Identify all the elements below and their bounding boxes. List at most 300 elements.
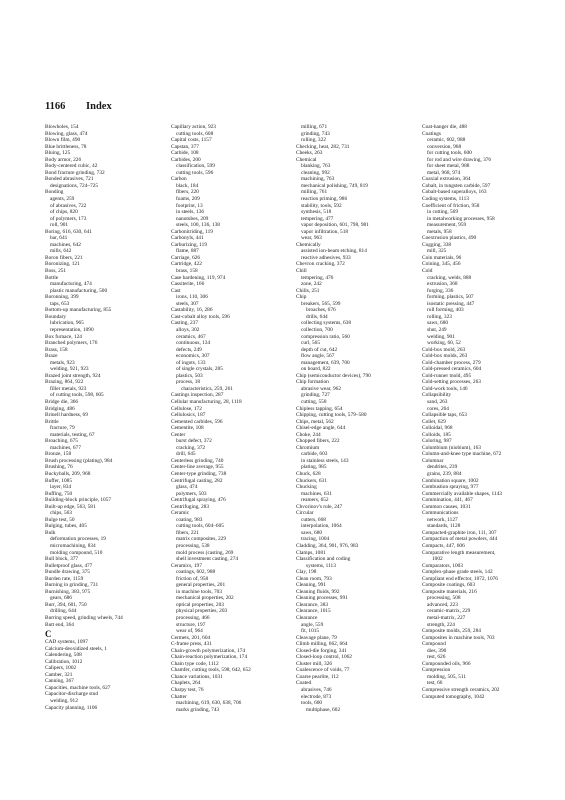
index-subentry: classification, 599 <box>176 163 215 170</box>
index-subentry: mechanical polishing, 749, 819 <box>301 182 368 189</box>
index-subentry: deformation processes, 19 <box>50 536 106 543</box>
index-subentry: vapor deposition, 601, 798, 981 <box>301 222 369 229</box>
index-entry: Bundle drawing, 375 <box>45 569 90 576</box>
index-entry: Complex-phase grade steels, 142 <box>422 569 493 576</box>
index-entry: Cold-work tools, 146 <box>422 385 468 392</box>
index-entry: Bronze, 158 <box>45 451 72 458</box>
index-entry: Communications <box>422 510 459 517</box>
index-subentry: tempering, 477 <box>301 215 334 222</box>
index-subentry: working, 60, 52 <box>427 340 461 347</box>
index-subentry: molding compound, 510 <box>50 549 103 556</box>
index-entry: Chucking <box>296 484 317 491</box>
index-entry: Compressive strength ceramics, 202 <box>422 687 500 694</box>
index-entry: Ceramics, 197 <box>171 562 202 569</box>
index-subentry: angle, 559 <box>301 621 324 628</box>
index-subentry: cutting tools, 604–605 <box>176 523 224 530</box>
index-subentry: polymers, 503 <box>176 490 207 497</box>
index-entry: Collapsible taps, 653 <box>422 412 467 419</box>
index-entry: Bond fracture grinding, 732 <box>45 169 105 176</box>
index-subentry: processing, 466 <box>176 615 210 622</box>
index-entry: Cementite, 108 <box>171 425 204 432</box>
index-subentry: continuous, 134 <box>176 340 211 347</box>
index-subentry: on board, 822 <box>301 366 331 373</box>
page-header <box>45 101 112 112</box>
index-subentry: saws, 680 <box>301 529 323 536</box>
index-entry: Cast <box>171 287 181 294</box>
index-subentry: brass, 158 <box>176 268 198 275</box>
index-entry: Composite materials, 216 <box>422 588 477 595</box>
index-entry: Butt end, 364 <box>45 621 74 628</box>
index-entry: Brazing, 864, 922 <box>45 379 84 386</box>
index-entry: Chain-reaction polymerization, 174 <box>171 654 248 661</box>
index-entry: Chipless tapping, 654 <box>296 405 343 412</box>
index-subentry: in cutting, 569 <box>427 209 459 216</box>
page-title: Index <box>86 101 112 112</box>
index-subentry: standards, 1128 <box>427 523 461 530</box>
index-entry: Centrifugal casting, 282 <box>171 477 223 484</box>
index-subentry: drill, 645 <box>176 451 196 458</box>
index-subentry: for rod and wire drawing, 376 <box>427 156 492 163</box>
index-entry: Built-up edge, 563, 581 <box>45 503 96 510</box>
index-subentry: dies, 390 <box>427 647 447 654</box>
index-entry: Chance variations, 1031 <box>171 673 223 680</box>
index-entry: Columnar <box>422 457 444 464</box>
index-entry: Ceramic <box>171 510 190 517</box>
index-entry: Cold-runner mold, 495 <box>422 372 472 379</box>
index-entry: Clearance <box>296 615 318 622</box>
index-entry: Compression <box>422 667 451 674</box>
index-subentry: defects, 249 <box>176 346 202 353</box>
index-entry: Brazed joint strength, 924 <box>45 372 101 379</box>
index-entry: Colloidal, 968 <box>422 425 453 432</box>
index-subentry: plastic manufacturing, 500 <box>50 287 108 294</box>
index-subentry: isostatic pressing, 447 <box>427 300 475 307</box>
index-subentry: process, 18 <box>176 379 201 386</box>
index-subentry: machining, 619, 630, 638, 706 <box>176 700 242 707</box>
index-subentry: machining, 763 <box>301 176 335 183</box>
index-entry: Chvorinov's rule, 247 <box>296 503 343 510</box>
index-entry: Blown film, 490 <box>45 137 81 144</box>
index-entry: Circular <box>296 510 314 517</box>
index-entry: Compound <box>422 641 446 648</box>
index-entry: Capital costs, 1157 <box>171 137 212 144</box>
index-entry: Capillary action, 923 <box>171 124 216 130</box>
index-entry: Charpy test, 76 <box>171 687 204 694</box>
index-subentry: of single crystals, 285 <box>176 366 223 373</box>
index-entry: Casting, 237 <box>171 320 199 327</box>
index-entry: Broaching, 675 <box>45 438 78 445</box>
index-entry: Brushing, 76 <box>45 464 73 471</box>
index-entry: Bulk <box>45 529 56 536</box>
index-subentry: cutting, 558 <box>301 398 327 405</box>
index-subentry: of chips, 820 <box>50 209 78 216</box>
index-subentry: extrusion, 368 <box>427 281 458 288</box>
index-entry: Calibration, 1012 <box>45 658 83 665</box>
index-entry: Chip <box>296 294 307 301</box>
index-entry: Common causes, 1031 <box>422 503 471 510</box>
index-subentry: collection, 700 <box>301 326 333 333</box>
index-subentry: network, 1127 <box>427 516 458 523</box>
index-entry: Coated <box>296 680 312 687</box>
index-entry: Cobalt, in tungsten carbide, 597 <box>422 182 491 189</box>
index-subentry: taps, 653 <box>50 300 70 307</box>
index-entry: Combination square, 1002 <box>422 477 479 484</box>
index-entry: Chevron cracking, 372 <box>296 261 345 268</box>
index-entry: Blue brittleness, 78 <box>45 143 87 150</box>
index-entry: Body armor, 226 <box>45 156 82 163</box>
index-subentry: roll, 901 <box>50 222 69 229</box>
index-entry: Cleaning, 991 <box>296 582 326 589</box>
index-subentry: machines, 677 <box>50 444 81 451</box>
index-subentry: wear, 963 <box>301 235 322 242</box>
index-entry: Column-and-knee type machine, 672 <box>422 451 502 458</box>
index-entry: Carriage, 626 <box>171 254 201 261</box>
index-entry: Cellular manufacturing, 28, 1118 <box>171 398 242 405</box>
index-subentry: reamers, 652 <box>301 497 329 504</box>
index-entry: Chopped fibers, 222 <box>296 438 340 445</box>
index-entry: Classification and coding <box>296 556 351 563</box>
index-entry: Boronizing, 121 <box>45 261 80 268</box>
index-subentry: nanotubes, 209 <box>176 215 209 222</box>
index-subentry: fracture, 79 <box>50 425 75 432</box>
index-subentry: vapor infiltration, 518 <box>301 228 349 235</box>
index-entry: Commercially available shapes, 1143 <box>422 490 502 497</box>
index-entry: Bridge die, 366 <box>45 398 79 405</box>
index-subentry: lubrication, 965 <box>50 320 84 327</box>
index-entry: Capstan, 377 <box>171 143 199 150</box>
index-subentry: zone, 242 <box>301 281 322 288</box>
index-entry: Composites in machine tools, 703 <box>422 634 495 641</box>
index-entry: Center <box>171 431 186 438</box>
index-entry: Branched polymers, 176 <box>45 340 98 347</box>
index-subentry: welding, 912 <box>50 698 78 705</box>
index-subentry: ceramic, 602, 988 <box>427 137 466 144</box>
index-subentry: welding, 921, 923 <box>50 366 89 373</box>
index-entry: Cluster mill, 326 <box>296 660 333 667</box>
index-subentry: rolling, 322 <box>301 137 326 144</box>
index-entry: Clearance, 383 <box>296 601 329 608</box>
index-subentry: of abrasives, 722 <box>50 202 87 209</box>
index-entry: Centrifuging, 283 <box>171 503 209 510</box>
index-subentry: compression ratio, 560 <box>301 333 350 340</box>
index-entry: Blowholes, 154 <box>45 124 79 130</box>
index-entry: Commination, 441, 467 <box>422 497 473 504</box>
index-entry: Buffing, 750 <box>45 490 73 497</box>
index-entry: Cermets, 201, 604 <box>171 634 211 641</box>
index-entry: Castability, 16, 286 <box>171 307 213 314</box>
index-subentry: milling, 761 <box>301 189 328 196</box>
index-entry: Cold-setting processes, 263 <box>422 379 481 386</box>
index-entry: Columbium (niobium), 163 <box>422 444 481 451</box>
index-subentry: mills, 642 <box>50 248 72 255</box>
index-entry: Bluing, 125 <box>45 150 71 157</box>
index-subentry: machines, 642 <box>50 241 81 248</box>
index-subentry: assisted ion-beam etching, 814 <box>301 248 367 255</box>
index-subentry: cleaning, 992 <box>301 169 330 176</box>
index-entry: Calcium-deoxidized steels, 1 <box>45 645 107 652</box>
index-entry: Clean room, 793 <box>296 575 332 582</box>
index-subentry: cutters, 668 <box>301 516 326 523</box>
index-subentry: fibers, 220 <box>176 189 199 196</box>
index-entry: Boron fibers, 221 <box>45 254 83 261</box>
index-entry: Coefficient of friction, 958 <box>422 202 480 209</box>
index-subentry: in machine tools, 703 <box>176 588 223 595</box>
index-subentry: metal-matrix, 227 <box>427 615 466 622</box>
index-entry: Chip formation <box>296 379 329 386</box>
index-entry: Chip (semiconductor devices), 790 <box>296 372 371 379</box>
index-subentry: irons, 110, 306 <box>176 294 208 301</box>
index-entry: Checking, heat, 282, 731 <box>296 143 350 150</box>
page-number: 1166 <box>45 101 66 112</box>
index-entry: Carbonitriding, 119 <box>171 228 213 235</box>
index-entry: Cobalt-based superalloys, 163 <box>422 189 487 196</box>
index-entry: Chipping, cutting tools, 579–580 <box>296 412 367 419</box>
index-entry: Carburizing, 119 <box>171 241 208 248</box>
index-entry: Calendering, 508 <box>45 652 82 659</box>
index-column-1 <box>45 124 159 711</box>
index-entry: Cold-box mold, 263 <box>422 346 466 353</box>
index-subentry: synthesis, 518 <box>301 209 332 216</box>
index-entry: Chain type code, 1112 <box>171 660 219 667</box>
index-entry: Bonding <box>45 189 64 196</box>
index-subentry: micromachining, 834 <box>50 543 96 549</box>
index-subentry: characteristics, 259, 261 <box>181 385 233 392</box>
index-subentry: ceramic-matrix, 229 <box>427 608 471 615</box>
index-entry: Carbon <box>171 176 187 183</box>
index-subentry: mechanical properties, 202 <box>176 595 234 602</box>
index-entry: Chamfer, cutting tools, 598, 642, 652 <box>171 667 251 674</box>
index-entry: Burr, 394, 601, 750 <box>45 601 87 608</box>
index-subentry: bar, 641 <box>50 235 68 242</box>
index-subentry: advanced, 223 <box>427 601 458 608</box>
index-subentry: multiphase, 602 <box>306 706 341 713</box>
index-subentry: interpolation, 1064 <box>301 523 342 530</box>
index-entry: Bottle <box>45 274 59 281</box>
index-entry: Bonded abrasives, 721 <box>45 176 94 183</box>
index-entry: Cold <box>422 268 433 275</box>
index-entry: Blowing, glass, 474 <box>45 130 88 137</box>
index-entry: Canning, 367 <box>45 678 74 685</box>
index-subentry: sand, 263 <box>427 398 448 405</box>
index-subentry: depth of cut, 642 <box>301 346 338 353</box>
index-entry: Cladding, 364, 901, 976, 983 <box>296 543 359 549</box>
index-subentry: rest, 626 <box>427 654 446 661</box>
index-entry: Capacitor-discharge stud <box>45 691 99 698</box>
index-subentry: measurement, 959 <box>427 222 467 229</box>
index-entry: Coarse pearlite, 112 <box>296 673 339 680</box>
index-subentry: molding, 505, 511 <box>427 673 466 680</box>
index-subentry: matrix composites, 229 <box>176 536 227 543</box>
index-subentry: coatings, 602, 988 <box>176 569 216 576</box>
index-subentry: footprint, 13 <box>176 202 203 209</box>
index-subentry: shell investment casting, 274 <box>176 556 239 563</box>
index-entry: Center-line average, 955 <box>171 464 224 471</box>
index-subentry: chips, 563 <box>50 510 72 517</box>
index-entry: Climb milling, 662, 664 <box>296 641 348 648</box>
index-entry: Coining, 345, 456 <box>422 261 461 268</box>
index-subentry: milling, 671 <box>301 124 328 130</box>
index-subentry: drilling, 644 <box>50 608 77 615</box>
index-subentry: processing, 538 <box>176 543 210 549</box>
index-entry: Coding systems, 1113 <box>422 196 469 203</box>
index-subentry: welding, 901 <box>427 333 455 340</box>
index-entry: Compacts, 447, 606 <box>422 543 465 549</box>
index-subentry: broaches, 676 <box>306 307 336 314</box>
index-entry: Boronning, 399 <box>45 294 79 301</box>
index-entry: Capacities, machine tools, 627 <box>45 684 111 691</box>
index-entry: CAD systems, 1097 <box>45 639 88 646</box>
index-subentry: reactive adhesives, 933 <box>301 254 351 261</box>
index-entry: Brass, 158 <box>45 346 68 353</box>
index-column-4 <box>422 124 536 700</box>
index-subentry: black, 184 <box>176 182 199 189</box>
index-entry: Cemented carbides, 596 <box>171 418 223 425</box>
index-entry: Bull block, 377 <box>45 556 79 563</box>
index-entry: Clearance, 1015 <box>296 608 331 615</box>
index-subentry: cutting tools, 608 <box>176 130 214 137</box>
index-entry: Chills, 251 <box>296 287 320 294</box>
index-subentry: curl, 565 <box>301 340 320 347</box>
index-subentry: foams, 209 <box>176 196 200 203</box>
index-entry: Coin materials, 96 <box>422 254 462 261</box>
index-subentry: cores, 264 <box>427 405 449 412</box>
index-entry: Chaplets, 264 <box>171 680 201 687</box>
index-subentry: cracking, welds, 888 <box>427 274 472 281</box>
index-subentry: abrasives, 746 <box>301 687 332 694</box>
index-subentry: cutting tools, 596 <box>176 169 214 176</box>
index-subentry: glass, 474 <box>176 484 198 491</box>
index-subentry: processing, 508 <box>427 595 461 602</box>
index-entry: Collet, 629 <box>422 418 446 425</box>
index-subentry: representation, 1090 <box>50 326 94 333</box>
index-column-3 <box>296 124 410 713</box>
index-subentry: metal, 968, 974 <box>427 169 461 176</box>
index-subentry: tracing, 1004 <box>301 536 330 543</box>
index-entry: Carbides, 200 <box>171 156 201 163</box>
index-subentry: cracking, 372 <box>176 444 206 451</box>
index-entry: Composite coatings, 603 <box>422 582 475 589</box>
index-entry: Chuckers, 631 <box>296 477 327 484</box>
index-subentry: breakers, 565, 599 <box>301 300 341 307</box>
index-entry: Calipers, 1002 <box>45 665 77 672</box>
index-subentry: grinding, 727 <box>301 392 330 399</box>
index-subentry: reaction priming, 986 <box>301 196 348 203</box>
index-subentry: flow angle, 567 <box>301 353 335 360</box>
index-entry: Camber, 321 <box>45 671 73 678</box>
index-entry: Burden rate, 1159 <box>45 575 84 582</box>
index-subentry: drills, 644 <box>306 313 328 320</box>
index-subentry: optical properties, 203 <box>176 601 224 608</box>
index-entry: Chromium <box>296 444 320 451</box>
index-entry: Chuck, 628 <box>296 470 321 477</box>
index-entry: Clay, 198 <box>296 569 317 576</box>
index-entry: Coextrusion plastics, 490 <box>422 235 477 242</box>
index-entry: Clamps, 1081 <box>296 549 326 556</box>
index-entry: Centerless grinding, 740 <box>171 457 224 464</box>
index-entry: Building-block principle, 1057 <box>45 497 112 504</box>
index-entry: Center-type grinding, 738 <box>171 470 227 477</box>
index-entry: C-frame press, 431 <box>171 641 212 648</box>
index-subentry: burst defect, 372 <box>176 438 212 445</box>
index-entry: Chill <box>296 268 307 275</box>
index-entry: Chain-growth polymerization, 174 <box>171 647 246 654</box>
index-subentry: strength, 224 <box>427 621 455 628</box>
index-entry: Burring speed, grinding wheels, 744 <box>45 615 123 622</box>
index-entry: Collapsibility <box>422 392 452 399</box>
index-subentry: in stainless steels, 143 <box>301 457 349 464</box>
index-entry: Colloids, 185 <box>422 431 451 438</box>
index-subentry: of cutting tools, 598, 605 <box>50 392 104 399</box>
index-entry: Choke, 244 <box>296 431 321 438</box>
index-entry: Centrifugal spraying, 476 <box>171 497 226 504</box>
index-subentry: wear of, 964 <box>176 628 203 635</box>
index-subentry: manufacturing, 474 <box>50 281 92 288</box>
index-entry: Boundary <box>45 313 67 320</box>
index-entry: Compounded oils, 966 <box>422 660 471 667</box>
index-entry: Cold-box molds, 263 <box>422 353 468 360</box>
index-subentry: steels, 307 <box>176 300 199 307</box>
index-entry: Cogging, 338 <box>422 241 452 248</box>
index-entry: Coatings <box>422 130 442 137</box>
index-subentry: rolling, 323 <box>427 313 452 320</box>
index-subentry: layer, 834 <box>50 484 72 491</box>
index-entry: Compaction of metal powders, 444 <box>422 536 498 543</box>
index-subentry: blanking, 763 <box>301 163 331 170</box>
index-entry: Cassiterite, 166 <box>171 281 205 288</box>
index-entry: Bottom-up manufacturing, 855 <box>45 307 112 314</box>
index-subentry: carbide, 603 <box>301 451 328 458</box>
index-subentry: shut, 249 <box>427 326 447 333</box>
index-entry: Brush processing (plating), 984 <box>45 457 113 464</box>
index-entry: Bulging, tubes, 405 <box>45 523 87 530</box>
index-subentry: designations, 724–725 <box>50 182 99 189</box>
index-subentry: ceramics, 467 <box>176 333 206 340</box>
index-subentry: electrode, 873 <box>301 693 332 700</box>
index-subentry: fit, 1015 <box>301 628 320 635</box>
index-subentry: general properties, 201 <box>176 582 226 589</box>
index-entry: Chips, metal, 562 <box>296 418 334 425</box>
index-subentry: dendrites, 239 <box>427 464 458 471</box>
index-entry: Closed-die forging, 341 <box>296 647 347 654</box>
index-entry: Cellulosics, 187 <box>171 412 206 419</box>
index-subentry: agents, 259 <box>50 196 75 203</box>
index-column-2 <box>171 124 285 713</box>
index-entry: Brittle <box>45 418 59 425</box>
index-subentry: grinding, 743 <box>301 130 330 137</box>
index-entry: Compliant end effector, 1072, 1076 <box>422 575 498 582</box>
index-entry: Carbide, 108 <box>171 150 199 157</box>
index-entry: Buffer, 1085 <box>45 477 72 484</box>
index-subentry: for cutting tools, 600 <box>427 150 472 157</box>
index-entry: Cold-chamber process, 279 <box>422 359 481 366</box>
index-subentry: forging, 336 <box>427 287 454 294</box>
index-subentry: test, 66 <box>427 680 443 687</box>
index-entry: Buckyballs, 209, 968 <box>45 470 91 477</box>
index-entry: Comparative length measurement, <box>422 549 496 556</box>
index-subentry: stability, tools, 592 <box>301 202 342 209</box>
index-subentry: forming, plastics, 507 <box>427 294 474 301</box>
index-subentry: saws, 680 <box>427 320 449 327</box>
index-entry: Bulge test, 50 <box>45 516 75 523</box>
index-entry: Chemical <box>296 156 317 163</box>
index-subentry: of ingots, 133 <box>176 359 206 366</box>
index-entry: Cleaning fluids, 992 <box>296 588 340 595</box>
index-subentry: systems, 1113 <box>306 562 336 569</box>
index-subentry: filler metals, 923 <box>50 385 87 392</box>
index-entry: Computed tomography, 1042 <box>422 693 485 700</box>
index-entry: Combustion spraying, 977 <box>422 484 479 491</box>
index-subentry: metals, 923 <box>50 359 75 366</box>
